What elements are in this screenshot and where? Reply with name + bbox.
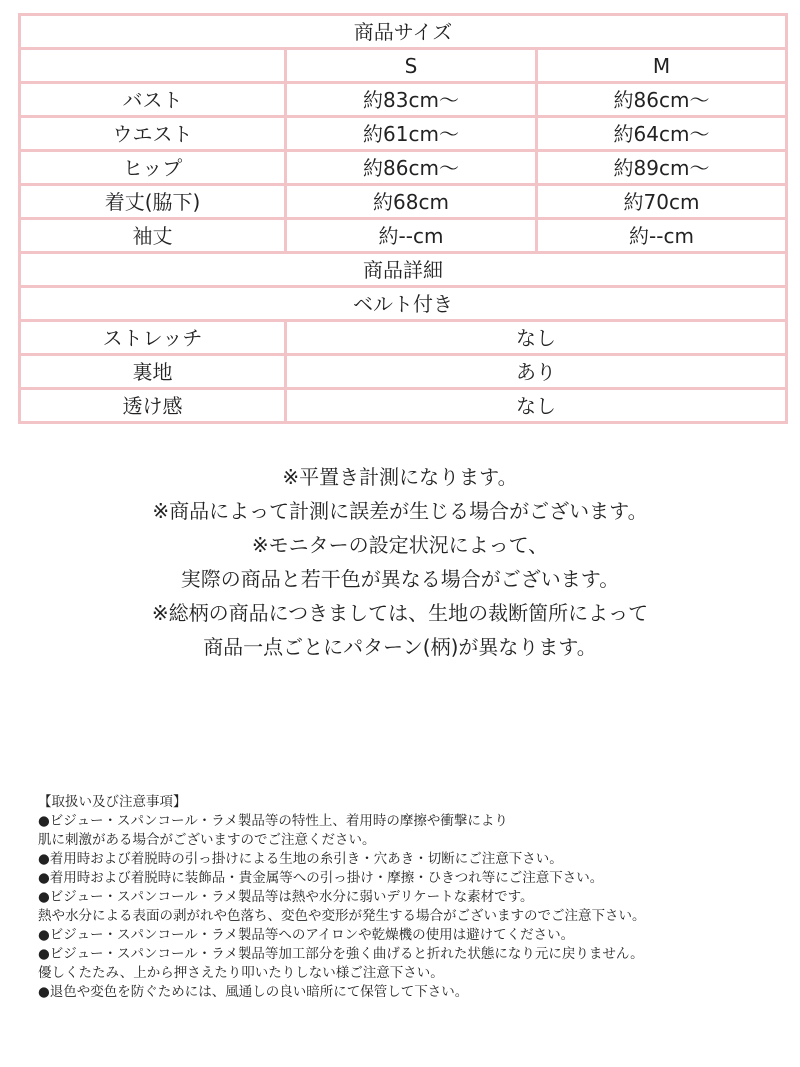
care-title: 【取扱い及び注意事項】 xyxy=(38,794,187,810)
detail-value: あり xyxy=(286,355,787,389)
size-m-value: 約64cm～ xyxy=(537,117,787,151)
care-instructions xyxy=(38,793,788,1002)
row-label: 着丈(脇下) xyxy=(20,185,286,219)
header-empty-cell xyxy=(20,49,286,83)
care-line: ●退色や変色を防ぐためには、風通しの良い暗所にて保管して下さい。 xyxy=(38,984,469,1000)
table-row xyxy=(20,389,787,423)
size-s-value: 約86cm～ xyxy=(286,151,537,185)
table-row xyxy=(20,355,787,389)
row-label: ヒップ xyxy=(20,151,286,185)
care-line: ●ビジュー・スパンコール・ラメ製品等へのアイロンや乾燥機の使用は避けてください。 xyxy=(38,927,575,943)
detail-note: ベルト付き xyxy=(20,287,787,321)
size-m-value: 約--cm xyxy=(537,219,787,253)
table-row xyxy=(20,287,787,321)
row-label: 裏地 xyxy=(20,355,286,389)
row-label: ウエスト xyxy=(20,117,286,151)
table-row xyxy=(20,83,787,117)
care-line: ●ビジュー・スパンコール・ラメ製品等は熱や水分に弱いデリケートな素材です。 xyxy=(38,889,534,905)
table-row xyxy=(20,151,787,185)
note-line: 商品一点ごとにパターン(柄)が異なります。 xyxy=(203,635,597,659)
notes-block xyxy=(0,460,800,664)
row-label: バスト xyxy=(20,83,286,117)
row-label: ストレッチ xyxy=(20,321,286,355)
size-s-value: 約--cm xyxy=(286,219,537,253)
care-line: ●ビジュー・スパンコール・ラメ製品等加工部分を強く曲げると折れた状態になり元に戻りません。 xyxy=(38,946,644,962)
size-m-value: 約86cm～ xyxy=(537,83,787,117)
size-s-value: 約68cm xyxy=(286,185,537,219)
note-line: ※総柄の商品につきましては、生地の裁断箇所によって xyxy=(151,601,649,625)
care-line: 肌に刺激がある場合がございますのでご注意ください。 xyxy=(38,832,376,848)
table-row xyxy=(20,253,787,287)
care-line: ●着用時および着脱時に装飾品・貴金属等への引っ掛け・摩擦・ひきつれ等にご注意下さい。 xyxy=(38,870,604,886)
table-row xyxy=(20,185,787,219)
note-line: 実際の商品と若干色が異なる場合がございます。 xyxy=(180,567,620,591)
detail-value: なし xyxy=(286,389,787,423)
table-row xyxy=(20,321,787,355)
detail-value: なし xyxy=(286,321,787,355)
detail-header: 商品詳細 xyxy=(20,253,787,287)
care-line: 熱や水分による表面の剥がれや色落ち、変色や変形が発生する場合がございますのでご注意下さい。 xyxy=(38,908,646,924)
size-table xyxy=(18,13,788,424)
column-header-m: M xyxy=(537,49,787,83)
note-line: ※モニターの設定状況によって、 xyxy=(251,533,549,557)
care-line: ●着用時および着脱時の引っ掛けによる生地の糸引き・穴あき・切断にご注意下さい。 xyxy=(38,851,563,867)
size-header: 商品サイズ xyxy=(20,15,787,49)
care-line: ●ビジュー・スパンコール・ラメ製品等の特性上、着用時の摩擦や衝撃により xyxy=(38,813,508,829)
row-label: 袖丈 xyxy=(20,219,286,253)
note-line: ※商品によって計測に誤差が生じる場合がございます。 xyxy=(152,499,648,523)
size-s-value: 約61cm～ xyxy=(286,117,537,151)
table-row xyxy=(20,219,787,253)
size-m-value: 約70cm xyxy=(537,185,787,219)
table-row xyxy=(20,15,787,49)
size-s-value: 約83cm～ xyxy=(286,83,537,117)
table-row xyxy=(20,117,787,151)
row-label: 透け感 xyxy=(20,389,286,423)
size-m-value: 約89cm～ xyxy=(537,151,787,185)
column-header-s: S xyxy=(286,49,537,83)
table-row xyxy=(20,49,787,83)
care-line: 優しくたたみ、上から押さえたり叩いたりしない様ご注意下さい。 xyxy=(38,965,444,981)
note-line: ※平置き計測になります。 xyxy=(282,465,518,489)
